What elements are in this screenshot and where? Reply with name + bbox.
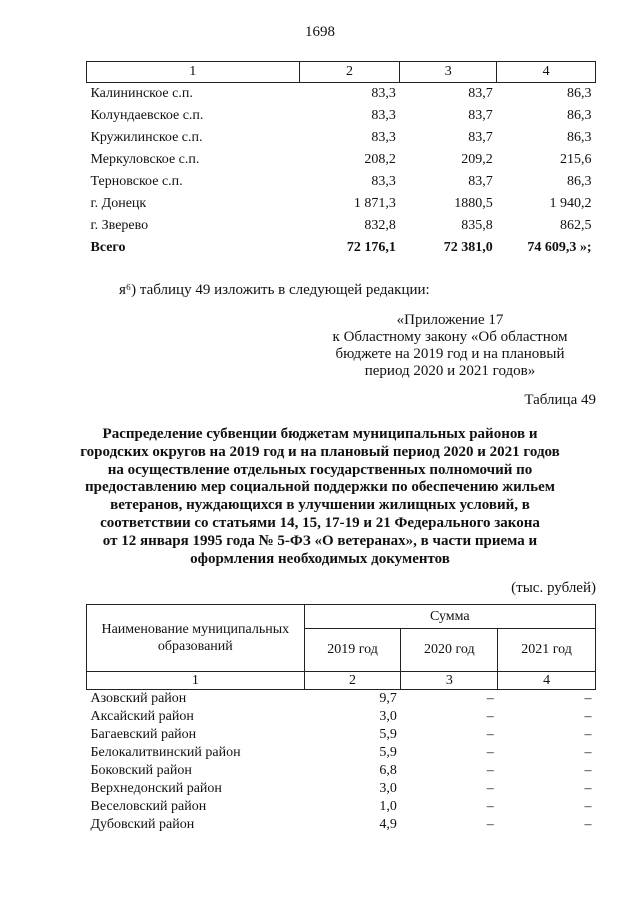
value-2019: 5,9	[379, 727, 397, 742]
value-2019: 4,9	[379, 817, 397, 832]
title-line: соответствии со статьями 14, 15, 17-19 и 21 Федерального закона	[100, 514, 540, 531]
value-2019: 83,3	[371, 86, 396, 101]
column-index: 3	[400, 62, 497, 83]
municipality-name: Кружилинское с.п.	[90, 130, 203, 145]
total-2019: 72 176,1	[346, 240, 396, 255]
value-2019: 208,2	[364, 152, 396, 167]
value-2019: 832,8	[364, 218, 396, 233]
value-2019: 6,8	[379, 763, 397, 778]
table-row	[87, 816, 596, 834]
title-line: на осуществление отдельных государственных полномочий по	[107, 461, 533, 478]
sum-header: Сумма	[304, 605, 595, 629]
district-name: Белокалитвинский район	[90, 745, 241, 760]
value-2019: 83,3	[371, 130, 396, 145]
column-index-row	[87, 62, 596, 83]
continued-table	[86, 61, 596, 259]
value-2019: 3,0	[379, 709, 397, 724]
table-row	[87, 798, 596, 816]
value-2020: 83,7	[468, 108, 493, 123]
table-row	[87, 83, 596, 106]
page-number: 1698	[305, 24, 335, 40]
municipality-name: г. Зверево	[90, 218, 149, 233]
table-row	[87, 171, 596, 193]
value-2021: –	[584, 763, 592, 778]
total-row	[87, 237, 596, 259]
title-line: предоставлению мер социальной поддержки по обеспечению жильем	[85, 479, 555, 496]
column-index: 2	[304, 672, 401, 690]
table-row	[87, 215, 596, 237]
value-2021: –	[584, 691, 592, 706]
district-name: Веселовский район	[90, 799, 207, 814]
table-row	[87, 149, 596, 171]
table-row	[87, 690, 596, 709]
value-2020: –	[486, 727, 494, 742]
title-line: оформления необходимых документов	[190, 550, 450, 567]
name-column-header: Наименование муниципальных образований	[87, 605, 305, 672]
column-index: 4	[498, 672, 596, 690]
column-index: 1	[87, 672, 305, 690]
value-2019: 3,0	[379, 781, 397, 796]
value-2020: 83,7	[468, 130, 493, 145]
value-2021: –	[584, 817, 592, 832]
column-index: 3	[401, 672, 498, 690]
municipality-name: Колундаевское с.п.	[90, 108, 204, 123]
column-index: 4	[497, 62, 596, 83]
value-2021: 86,3	[567, 130, 592, 145]
appendix-heading	[300, 312, 600, 380]
district-name: Багаевский район	[90, 727, 197, 742]
year-header-2019: 2019 год	[304, 629, 401, 672]
value-2021: 86,3	[567, 86, 592, 101]
appendix-line: к Областному закону «Об областном	[332, 329, 568, 345]
value-2021: –	[584, 745, 592, 760]
table-row	[87, 780, 596, 798]
table-row	[87, 726, 596, 744]
district-name: Дубовский район	[90, 817, 195, 832]
municipality-name: Калининское с.п.	[90, 86, 193, 101]
value-2020: –	[486, 799, 494, 814]
value-2021: 86,3	[567, 108, 592, 123]
value-2021: 1 940,2	[549, 196, 592, 211]
table-row	[87, 127, 596, 149]
value-2021: –	[584, 709, 592, 724]
total-label: Всего	[90, 240, 126, 255]
value-2020: –	[486, 763, 494, 778]
value-2020: –	[486, 709, 494, 724]
subvention-table	[86, 604, 596, 834]
table-row	[87, 744, 596, 762]
value-2020: –	[486, 745, 494, 760]
title-line: городских округов на 2019 год и на плановый период 2020 и 2021 годов	[80, 443, 560, 460]
total-2021	[497, 237, 596, 259]
value-2019: 1,0	[379, 799, 397, 814]
district-name: Боковский район	[90, 763, 192, 778]
value-2020: 83,7	[468, 174, 493, 189]
units-label: (тыс. рублей)	[511, 580, 596, 596]
total-2020: 72 381,0	[443, 240, 493, 255]
closing-quote: »;	[576, 240, 592, 255]
value-2020: –	[486, 691, 494, 706]
district-name: Аксайский район	[90, 709, 194, 724]
value-2020: 209,2	[461, 152, 493, 167]
title-line: Распределение субвенции бюджетам муниципальных районов и	[102, 426, 538, 442]
title-line: ветеранов, нуждающихся в улучшении жилищных условий, в	[110, 497, 530, 514]
year-header-2021: 2021 год	[498, 629, 596, 672]
column-index: 1	[87, 62, 300, 83]
district-name: Верхнедонский район	[90, 781, 222, 796]
title-line: от 12 января 1995 года № 5-ФЗ «О ветеранах», в части приема и	[102, 532, 538, 549]
municipality-name: Терновское с.п.	[90, 174, 183, 189]
value-2021: –	[584, 799, 592, 814]
total-2021-value: 74 609,3	[527, 240, 577, 255]
appendix-line: бюджете на 2019 год и на плановый	[335, 346, 565, 362]
municipality-name: Меркуловское с.п.	[90, 152, 200, 167]
column-index: 2	[299, 62, 400, 83]
value-2021: –	[584, 727, 592, 742]
value-2020: 835,8	[461, 218, 493, 233]
table-row	[87, 762, 596, 780]
value-2021: 215,6	[560, 152, 592, 167]
value-2020: 1880,5	[454, 196, 493, 211]
municipality-name: г. Донецк	[90, 196, 147, 211]
value-2019: 83,3	[371, 108, 396, 123]
table-row	[87, 105, 596, 127]
district-name: Азовский район	[90, 691, 187, 706]
value-2021: 862,5	[560, 218, 592, 233]
value-2021: –	[584, 781, 592, 796]
table-row	[87, 708, 596, 726]
value-2019: 9,7	[379, 691, 397, 706]
value-2020: –	[486, 781, 494, 796]
value-2019: 1 871,3	[353, 196, 396, 211]
table-row	[87, 193, 596, 215]
amendment-text: я⁶) таблицу 49 изложить в следующей редакции:	[119, 282, 430, 298]
value-2019: 83,3	[371, 174, 396, 189]
value-2021: 86,3	[567, 174, 592, 189]
value-2019: 5,9	[379, 745, 397, 760]
table-label: Таблица 49	[524, 392, 596, 408]
table-title	[70, 426, 570, 568]
appendix-line: «Приложение 17	[396, 312, 504, 328]
year-header-2020: 2020 год	[401, 629, 498, 672]
value-2020: 83,7	[468, 86, 493, 101]
value-2020: –	[486, 817, 494, 832]
appendix-line: период 2020 и 2021 годов»	[364, 363, 536, 379]
